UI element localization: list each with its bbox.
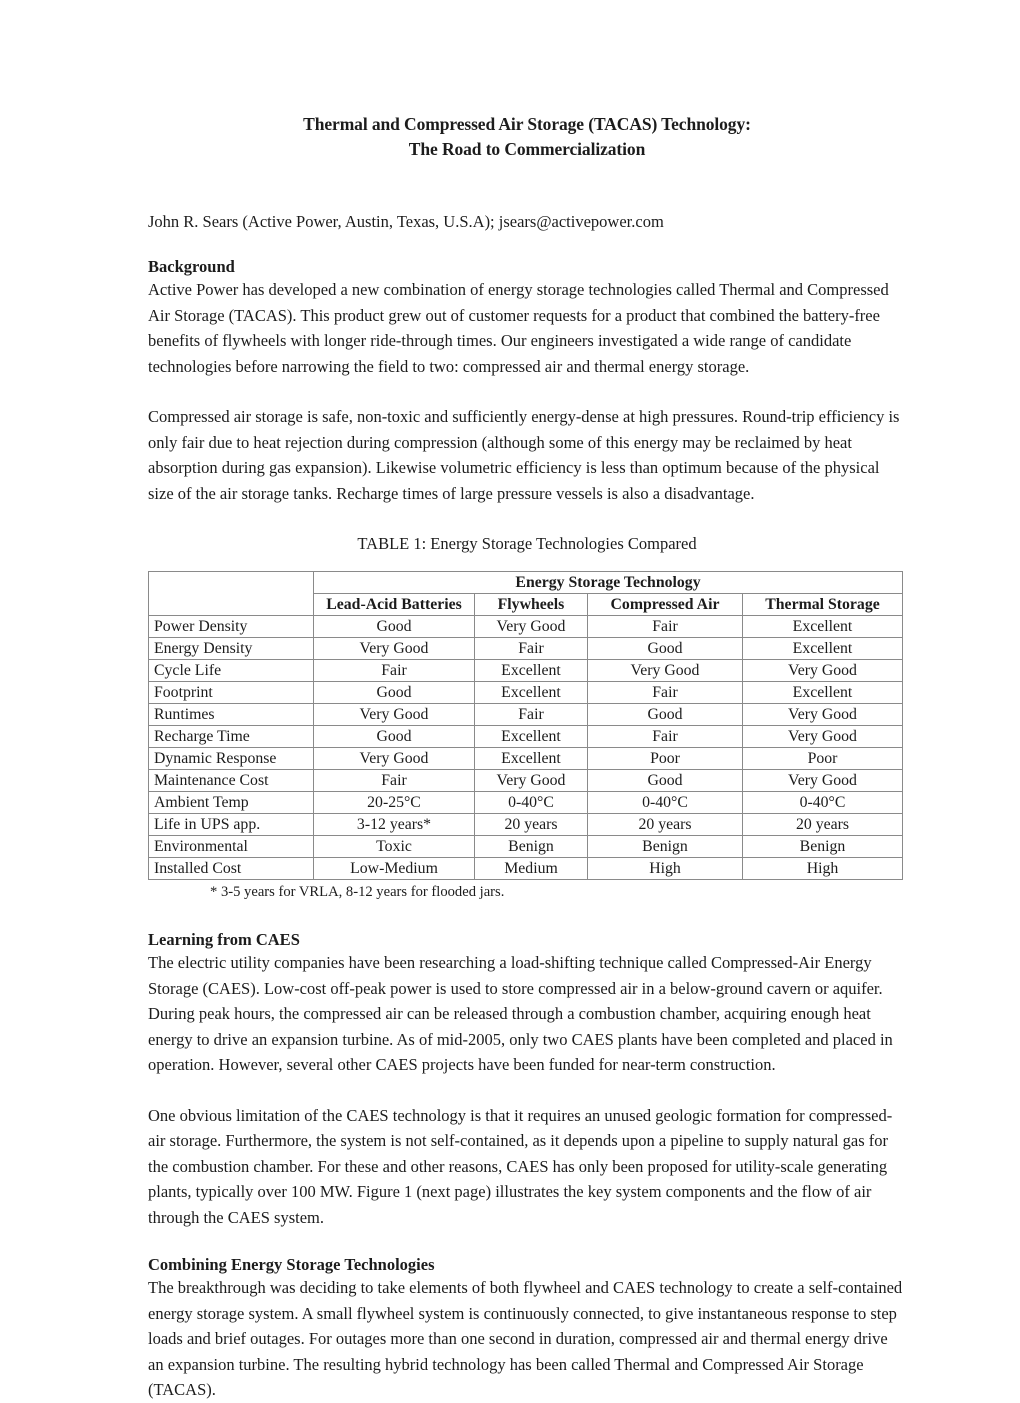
- cell-value: Poor: [588, 748, 743, 770]
- cell-value: 3-12 years*: [314, 814, 475, 836]
- paragraph-background-1: Active Power has developed a new combination of energy storage technologies called Thermal and Compressed Air Storage (TACAS). This product grew out of customer requests for a product that combined the battery-free benefits of flywheels with longer ride-through times. Our engineers investigated a wide range of candidate technologies before narrowing the field to two: compressed air and thermal energy storage.: [148, 280, 889, 376]
- cell-value: Fair: [314, 770, 475, 792]
- table-row: [149, 748, 903, 770]
- cell-value: Good: [588, 704, 743, 726]
- cell-value: Fair: [314, 660, 475, 682]
- table-corner-cell: [149, 572, 314, 616]
- cell-value: Benign: [743, 836, 903, 858]
- cell-value: High: [743, 858, 903, 880]
- cell-value: 20 years: [588, 814, 743, 836]
- cell-value: 20 years: [743, 814, 903, 836]
- cell-value: 0-40°C: [588, 792, 743, 814]
- cell-value: Medium: [475, 858, 588, 880]
- cell-value: Fair: [588, 616, 743, 638]
- table-row: [149, 616, 903, 638]
- cell-value: Good: [588, 638, 743, 660]
- cell-value: Very Good: [743, 770, 903, 792]
- table-caption: TABLE 1: Energy Storage Technologies Compared: [357, 534, 697, 553]
- cell-value: Very Good: [743, 660, 903, 682]
- paragraph-caes-2: One obvious limitation of the CAES technology is that it requires an unused geologic formation for compressed-air storage. Furthermore, the system is not self-contained, as it depends upon a pipeline to supply natural gas for the combustion chamber. For these and other reasons, CAES has only been proposed for utility-scale generating plants, typically over 100 MW. Figure 1 (next page) illustrates the key system components and the flow of air through the CAES system.: [148, 1105, 893, 1227]
- table-footnote: * 3-5 years for VRLA, 8-12 years for flooded jars.: [210, 884, 505, 900]
- cell-value: 20 years: [475, 814, 588, 836]
- cell-value: Very Good: [314, 704, 475, 726]
- cell-value: Very Good: [743, 726, 903, 748]
- row-label: Recharge Time: [149, 726, 314, 748]
- table-row: [149, 660, 903, 682]
- cell-value: Very Good: [475, 616, 588, 638]
- cell-value: Excellent: [475, 660, 588, 682]
- cell-value: Very Good: [588, 660, 743, 682]
- cell-value: 0-40°C: [743, 792, 903, 814]
- row-label: Power Density: [149, 616, 314, 638]
- cell-value: Excellent: [475, 682, 588, 704]
- table-row: [149, 770, 903, 792]
- page-title: [148, 112, 906, 162]
- row-label: Footprint: [149, 682, 314, 704]
- cell-value: Fair: [475, 638, 588, 660]
- cell-value: Excellent: [475, 726, 588, 748]
- row-label: Cycle Life: [149, 660, 314, 682]
- cell-value: Very Good: [314, 748, 475, 770]
- column-header-flywheels: Flywheels: [475, 594, 588, 616]
- cell-value: Fair: [475, 704, 588, 726]
- table-row: [149, 836, 903, 858]
- cell-value: Good: [314, 682, 475, 704]
- cell-value: Fair: [588, 726, 743, 748]
- cell-value: Excellent: [743, 682, 903, 704]
- page-content: [148, 112, 906, 1403]
- cell-value: Toxic: [314, 836, 475, 858]
- heading-background: Background: [148, 257, 235, 276]
- paragraph-caes-1: The electric utility companies have been researching a load-shifting technique called Compressed-Air Energy Storage (CAES). Low-cost off-peak power is used to store compressed air in a below-ground cavern or aquifer. During peak hours, the compressed air can be released through a combustion chamber, acquiring enough heat energy to drive an expansion turbine. As of mid-2005, only two CAES plants have been completed and placed in operation. However, several other CAES projects have been funded for near-term construction.: [148, 953, 893, 1074]
- heading-learning-from-caes: Learning from CAES: [148, 930, 300, 949]
- cell-value: Low-Medium: [314, 858, 475, 880]
- table-header-group-row: [149, 572, 903, 594]
- cell-value: 20-25°C: [314, 792, 475, 814]
- author-affiliation-line: John R. Sears (Active Power, Austin, Texas, U.S.A); jsears@activepower.com: [148, 212, 664, 231]
- cell-value: Good: [314, 726, 475, 748]
- cell-value: Good: [588, 770, 743, 792]
- row-label: Maintenance Cost: [149, 770, 314, 792]
- table-row: [149, 682, 903, 704]
- cell-value: Good: [314, 616, 475, 638]
- title-line-2: The Road to Commercialization: [408, 139, 646, 159]
- cell-value: Fair: [588, 682, 743, 704]
- column-header-compressed-air: Compressed Air: [588, 594, 743, 616]
- paragraph-background-2: Compressed air storage is safe, non-toxic and sufficiently energy-dense at high pressures. Round-trip efficiency is only fair due to heat rejection during compression (although some of this energy may be reclaimed by heat absorption during gas expansion). Likewise volumetric efficiency is less than optimum because of the physical size of the air storage tanks. Recharge times of large pressure vessels is also a disadvantage.: [148, 407, 900, 503]
- row-label: Runtimes: [149, 704, 314, 726]
- cell-value: Very Good: [743, 704, 903, 726]
- energy-storage-comparison-table: [148, 571, 903, 880]
- column-header-lead-acid-batteries: Lead-Acid Batteries: [314, 594, 475, 616]
- table-body: [149, 616, 903, 880]
- cell-value: Excellent: [475, 748, 588, 770]
- table-row: [149, 726, 903, 748]
- table-row: [149, 792, 903, 814]
- column-header-thermal-storage: Thermal Storage: [743, 594, 903, 616]
- heading-combining-energy-storage-technologies: Combining Energy Storage Technologies: [148, 1255, 435, 1274]
- row-label: Life in UPS app.: [149, 814, 314, 836]
- table-group-header: Energy Storage Technology: [314, 572, 903, 594]
- cell-value: Benign: [475, 836, 588, 858]
- table-row: [149, 814, 903, 836]
- row-label: Ambient Temp: [149, 792, 314, 814]
- row-label: Environmental: [149, 836, 314, 858]
- cell-value: Very Good: [475, 770, 588, 792]
- row-label: Installed Cost: [149, 858, 314, 880]
- table-head: [149, 572, 903, 616]
- row-label: Dynamic Response: [149, 748, 314, 770]
- table-row: [149, 858, 903, 880]
- cell-value: High: [588, 858, 743, 880]
- cell-value: Excellent: [743, 638, 903, 660]
- cell-value: Benign: [588, 836, 743, 858]
- row-label: Energy Density: [149, 638, 314, 660]
- cell-value: Poor: [743, 748, 903, 770]
- cell-value: Very Good: [314, 638, 475, 660]
- cell-value: Excellent: [743, 616, 903, 638]
- table-row: [149, 638, 903, 660]
- cell-value: 0-40°C: [475, 792, 588, 814]
- table-row: [149, 704, 903, 726]
- title-line-1: Thermal and Compressed Air Storage (TACAS) Technology:: [303, 114, 751, 134]
- paragraph-combining-1: The breakthrough was deciding to take elements of both flywheel and CAES technology to create a self-contained energy storage system. A small flywheel system is continuously connected, to give instantaneous response to step loads and brief outages. For outages more than one second in duration, compressed air and thermal energy drive an expansion turbine. The resulting hybrid technology has been called Thermal and Compressed Air Storage (TACAS).: [148, 1278, 903, 1399]
